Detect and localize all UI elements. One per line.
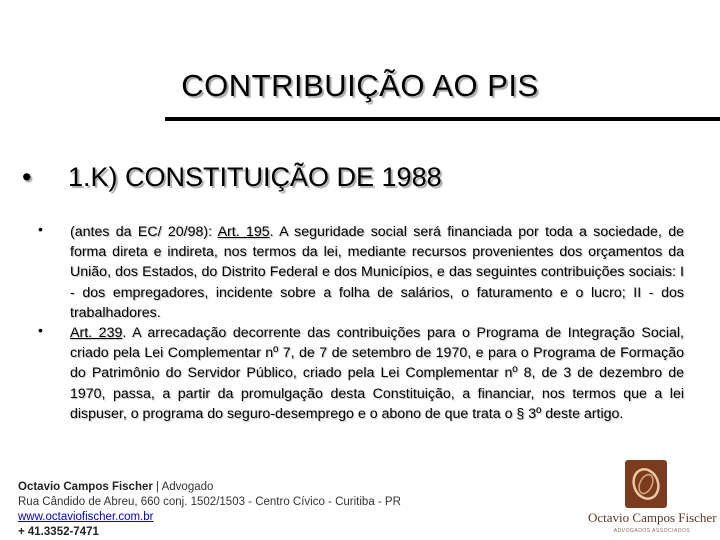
heading-text: 1.K) CONSTITUIÇÃO DE 1988 <box>68 162 442 192</box>
article-list <box>38 222 684 424</box>
item-body: . A seguridade social será financiada por toda a sociedade, de forma direta e indireta, nos termos da lei, mediante recursos provenientes dos orçamentos da União, dos Estados, do Distrito Federal e dos Municípios, e das seguintes contribuições sociais: I - dos empregadores, incidente sobre a folha de salários, o faturamento e o lucro; II - dos trabalhadores. <box>70 224 684 321</box>
item-text <box>70 222 684 323</box>
item-bullet: • <box>38 221 43 237</box>
footer-name: Octavio Campos Fischer <box>18 481 153 493</box>
item-text <box>70 323 684 424</box>
list-item <box>38 323 684 424</box>
title-divider <box>165 117 720 121</box>
article-ref: Art. 239 <box>70 325 123 342</box>
article-ref: Art. 195 <box>217 224 270 240</box>
logo-brand: Octavio Campos Fischer <box>588 510 717 525</box>
item-prefix: (antes da EC/ 20/98): <box>70 224 218 240</box>
footer-role: | Advogado <box>152 481 214 493</box>
heading-bullet: • <box>22 162 32 192</box>
website-link[interactable]: www.octaviofischer.com.br <box>18 511 154 523</box>
slide-title: CONTRIBUIÇÃO AO PIS <box>181 68 539 103</box>
logo-mark-icon <box>625 460 667 508</box>
footer-phone: + 41.3352-7471 <box>18 526 99 538</box>
section-heading <box>22 162 442 193</box>
logo-tagline: ADVOGADOS ASSOCIADOS <box>613 528 691 534</box>
item-body: . A arrecadação decorrente das contribuições para o Programa de Integração Social, criado pela Lei Complementar nº 7, de 7 de setembro de 1970, e para o Programa de Formação do Patrimônio do Servidor Público, criado pela Lei Complementar nº 8, de 3 de dezembro de 1970, passa, a partir da promulgação desta Constituição, a financiar, nos termos que a lei dispuser, o programa do seguro-desemprego e o abono de que trata o § 3º deste artigo. <box>70 325 684 422</box>
item-bullet: • <box>38 322 43 339</box>
footer-address: Rua Cândido de Abreu, 660 conj. 1502/1503 - Centro Cívico - Curitiba - PR <box>18 496 401 508</box>
list-item <box>38 222 684 323</box>
firm-logo <box>588 458 716 536</box>
footer-contact <box>18 480 401 540</box>
